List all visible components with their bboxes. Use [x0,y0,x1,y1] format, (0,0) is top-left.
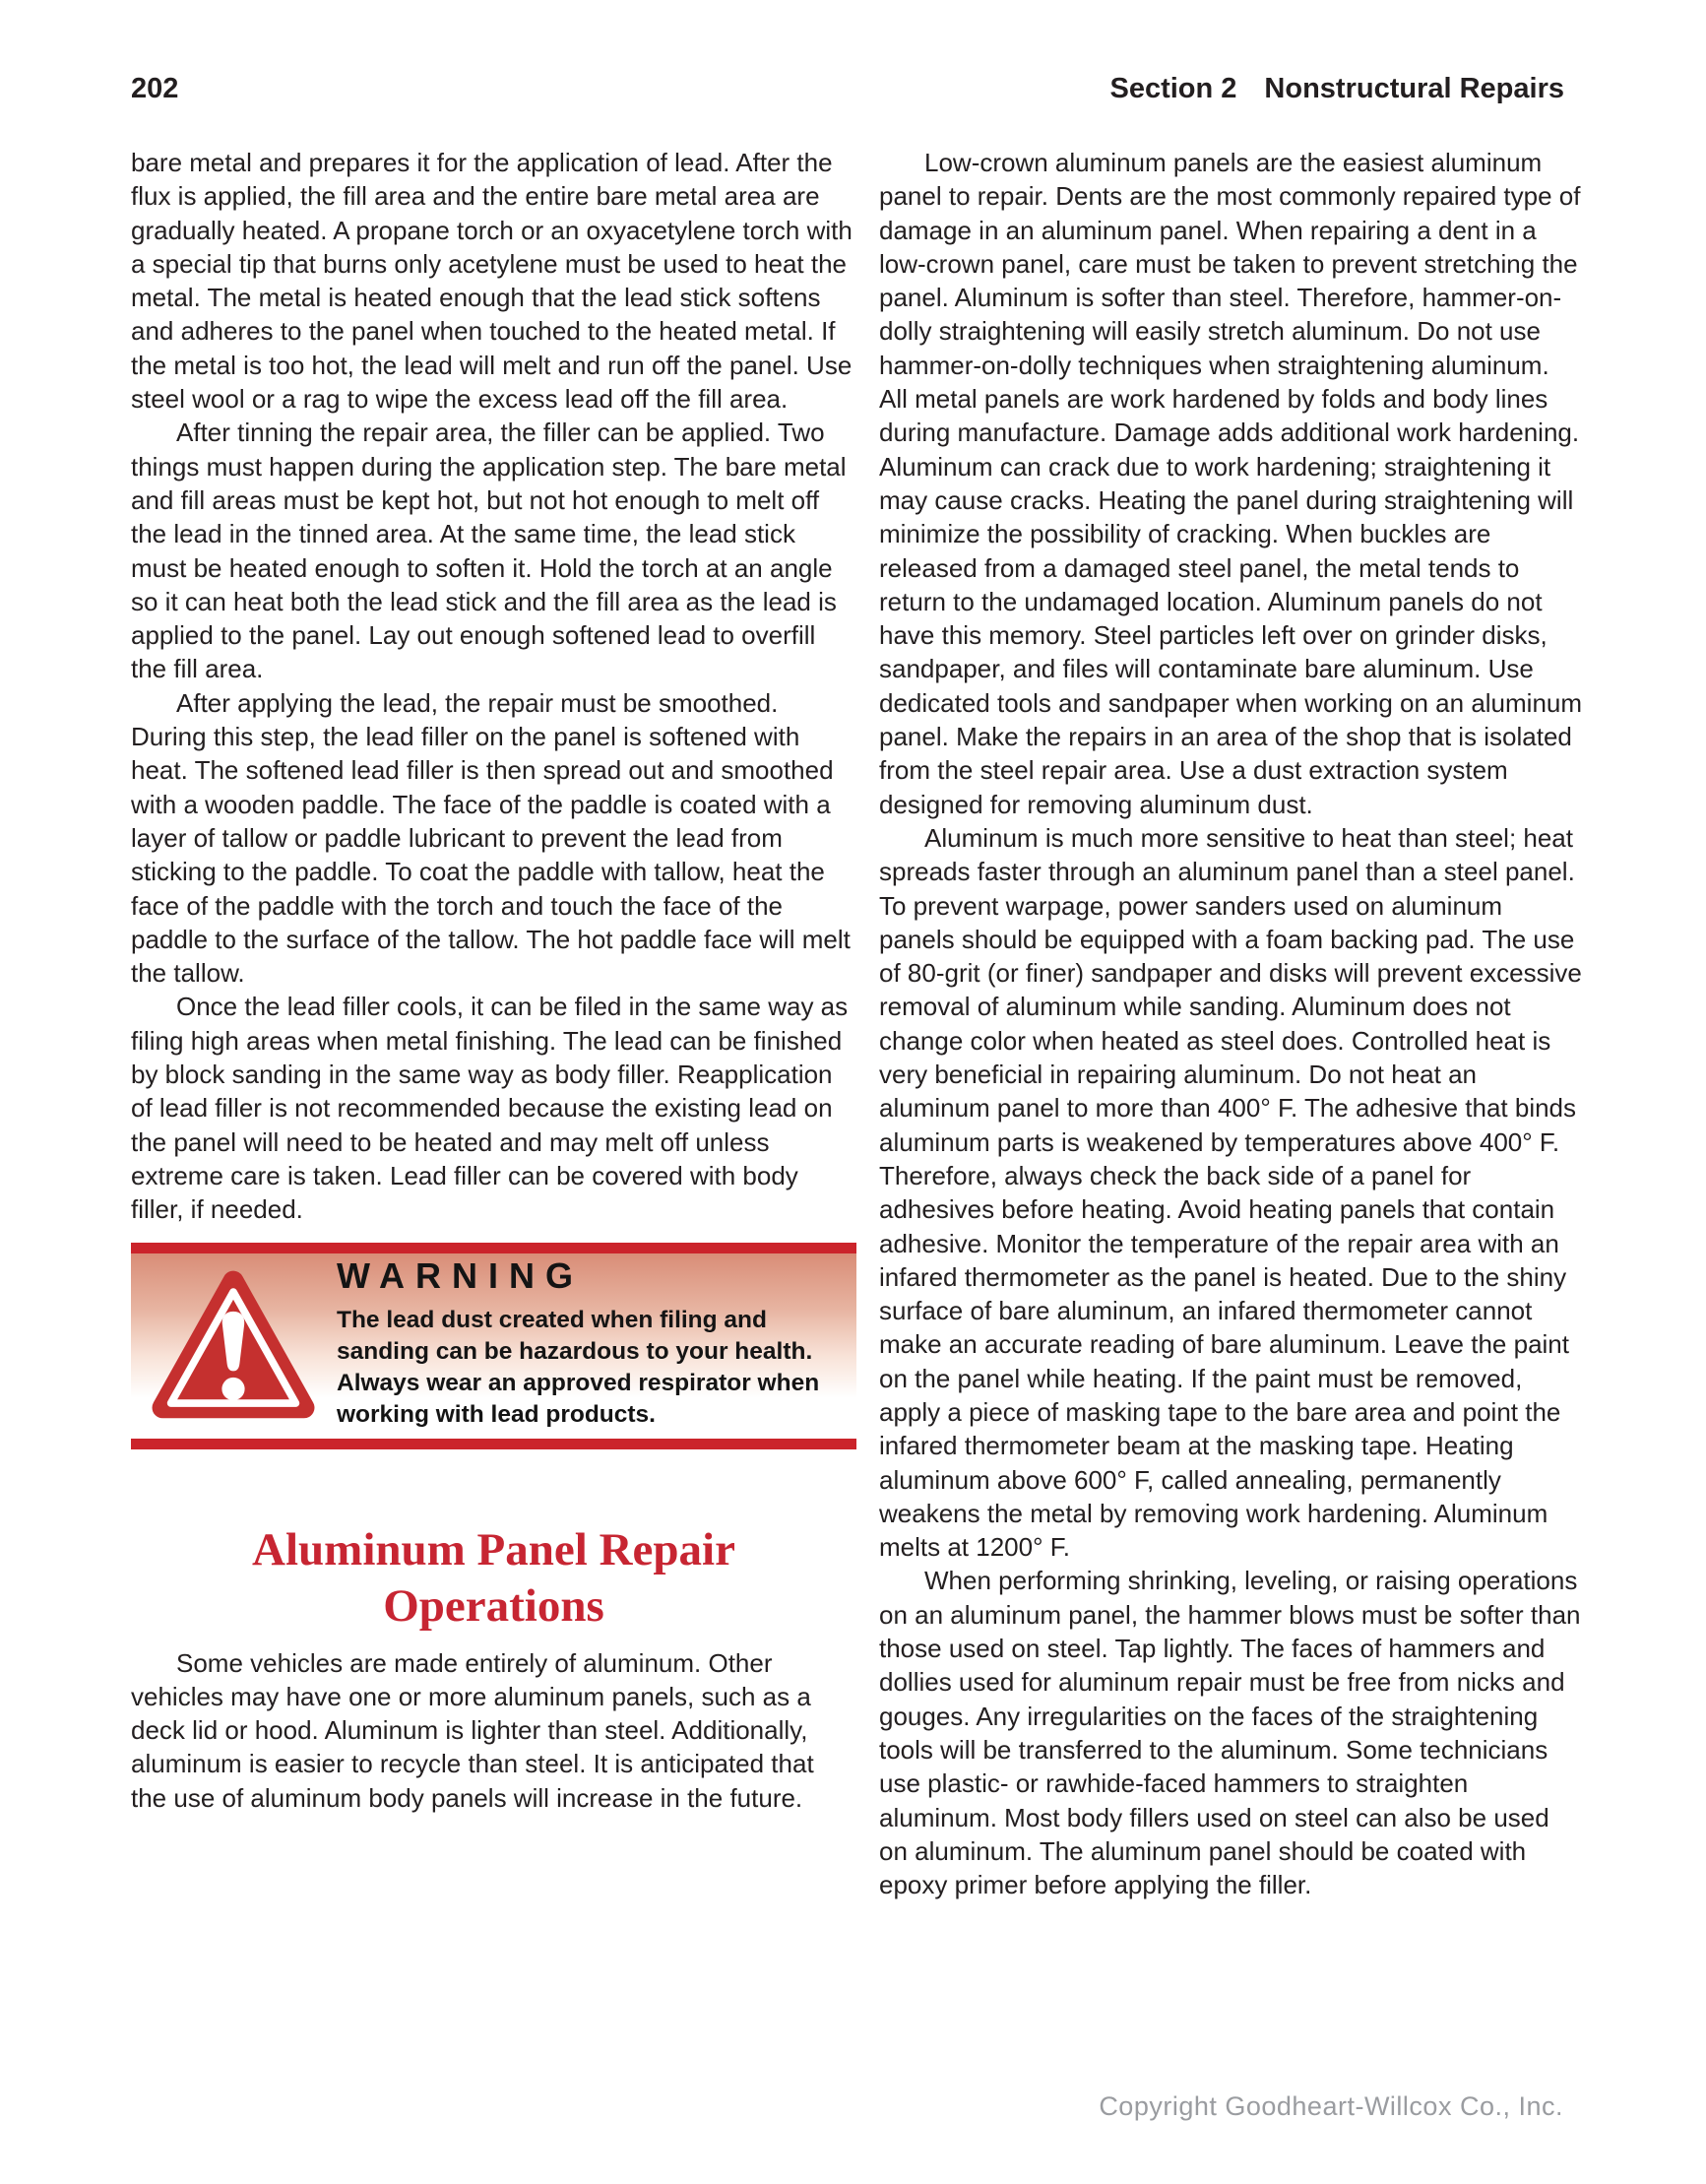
warning-bottom-bar [131,1439,856,1449]
warning-top-bar [131,1243,856,1253]
body-paragraph: Aluminum is much more sensitive to heat than steel; heat spreads faster through an aluminum panel than a steel panel. To prevent warpage, power sanders used on aluminum panels should be equipped with a foam backing pad. The use of 80-grit (or finer) sandpaper and disks will prevent excessive removal of aluminum while sanding. Aluminum does not change color when heated as steel does. Controlled heat is very beneficial in repairing aluminum. Do not heat an aluminum panel to more than 400° F. The adhesive that binds aluminum parts is weakened by temperatures above 400° F. Therefore, always check the back side of a panel for adhesives before heating. Avoid heating panels that contain adhesive. Monitor the temperature of the repair area with an infared thermometer as the panel is heated. Due to the shiny surface of bare aluminum, an infared thermometer cannot make an accurate reading of bare aluminum. Leave the paint on the panel while heating. If the paint must be removed, apply a piece of masking tape to the bare area and point the infared thermometer beam at the masking tape. Heating aluminum above 600° F, called annealing, permanently weakens the metal by removing work hardening. Aluminum melts at 1200° F. [879,822,1582,1563]
page-number: 202 [131,73,179,104]
body-paragraph: After applying the lead, the repair must be smoothed. During this step, the lead filler on the panel is softened with heat. The softened lead filler is then spread out and smoothed with a wooden paddle. The face of the paddle is coated with a layer of tallow or paddle lubricant to prevent the lead from sticking to the paddle. To coat the paddle with tallow, heat the face of the paddle with the torch and touch the face of the paddle to the surface of the tallow. The hot paddle face will melt the tallow. [131,687,851,989]
body-paragraph: After tinning the repair area, the filler can be applied. Two things must happen during the application step. The bare metal and fill areas must be kept hot, but not hot enough to melt off the lead in the tinned area. At the same time, the lead stick must be heated enough to soften it. Hold the torch at an angle so it can heat both the lead stick and the fill area as the lead is applied to the panel. Lay out enough softened lead to overfill the fill area. [131,418,847,684]
body-paragraph: Low-crown aluminum panels are the easiest aluminum panel to repair. Dents are the most commonly repaired type of damage in an aluminum panel. When repairing a dent in a low-crown panel, care must be taken to prevent stretching the panel. Aluminum is softer than steel. Therefore, hammer-on-dolly straightening will easily stretch aluminum. Do not use hammer-on-dolly techniques when straightening aluminum. All metal panels are work hardened by folds and body lines during manufacture. Damage adds additional work hardening. Aluminum can crack due to work hardening; straightening it may cause cracks. Heating the panel during straightening will minimize the possibility of cracking. When buckles are released from a damaged steel panel, the metal tends to return to the undamaged location. Aluminum panels do not have this memory. Steel particles left over on grinder disks, sandpaper, and files will contaminate bare aluminum. Use dedicated tools and sandpaper when working on an aluminum panel. Make the repairs in an area of the shop that is isolated from the steel repair area. Use a dust extraction system designed for removing aluminum dust. [879,148,1583,819]
left-column [131,146,856,1815]
warning-triangle-icon [151,1267,316,1425]
warning-box [131,1243,856,1449]
footer-copyright: Copyright Goodheart-Willcox Co., Inc. [1099,2091,1563,2121]
section-label: Section 2 [1109,73,1237,104]
warning-title: WARNING [337,1254,584,1296]
running-head [1109,73,1564,105]
section-heading-line-1: Aluminum Panel Repair [252,1523,735,1575]
body-paragraph: Once the lead filler cools, it can be filed in the same way as filing high areas when metal finishing. The lead can be finished by block sanding in the same way as body filler. Reapplication of lead filler is not recommended because the existing lead on the panel will need to be heated and may melt off unless extreme care is taken. Lead filler can be covered with body filler, if needed. [131,992,849,1225]
section-title: Nonstructural Repairs [1264,73,1564,104]
right-column [879,146,1583,1901]
section-heading [131,1522,856,1635]
warning-message: The lead dust created when filing and sanding can be hazardous to your health. Always wear an approved respirator when working with lead products. [337,1306,820,1428]
warning-body [131,1253,856,1439]
body-paragraph: bare metal and prepares it for the application of lead. After the flux is applied, the fill area and the entire bare metal area are gradually heated. A propane torch or an oxyacetylene torch with a special tip that burns only acetylene must be used to heat the metal. The metal is heated enough that the lead stick softens and adheres to the panel when touched to the heated metal. If the metal is too hot, the lead will melt and run off the panel. Use steel wool or a rag to wipe the excess lead off the fill area. [131,148,853,415]
warning-text-block [337,1254,837,1431]
body-paragraph: When performing shrinking, leveling, or raising operations on an aluminum panel, the hammer blows must be softer than those used on steel. Tap lightly. The faces of hammers and dollies used for aluminum repair must be free from nicks and gouges. Any irregularities on the faces of the straightening tools will be transferred to the aluminum. Some technicians use plastic- or rawhide-faced hammers to straighten aluminum. Most body fillers used on steel can also be used on aluminum. The aluminum panel should be coated with epoxy primer before applying the filler. [879,1566,1581,1900]
body-paragraph: Some vehicles are made entirely of aluminum. Other vehicles may have one or more aluminum panels, such as a deck lid or hood. Aluminum is lighter than steel. Additionally, aluminum is easier to recycle than steel. It is anticipated that the use of aluminum body panels will increase in the future. [131,1647,814,1813]
section-heading-line-2: Operations [383,1579,604,1632]
